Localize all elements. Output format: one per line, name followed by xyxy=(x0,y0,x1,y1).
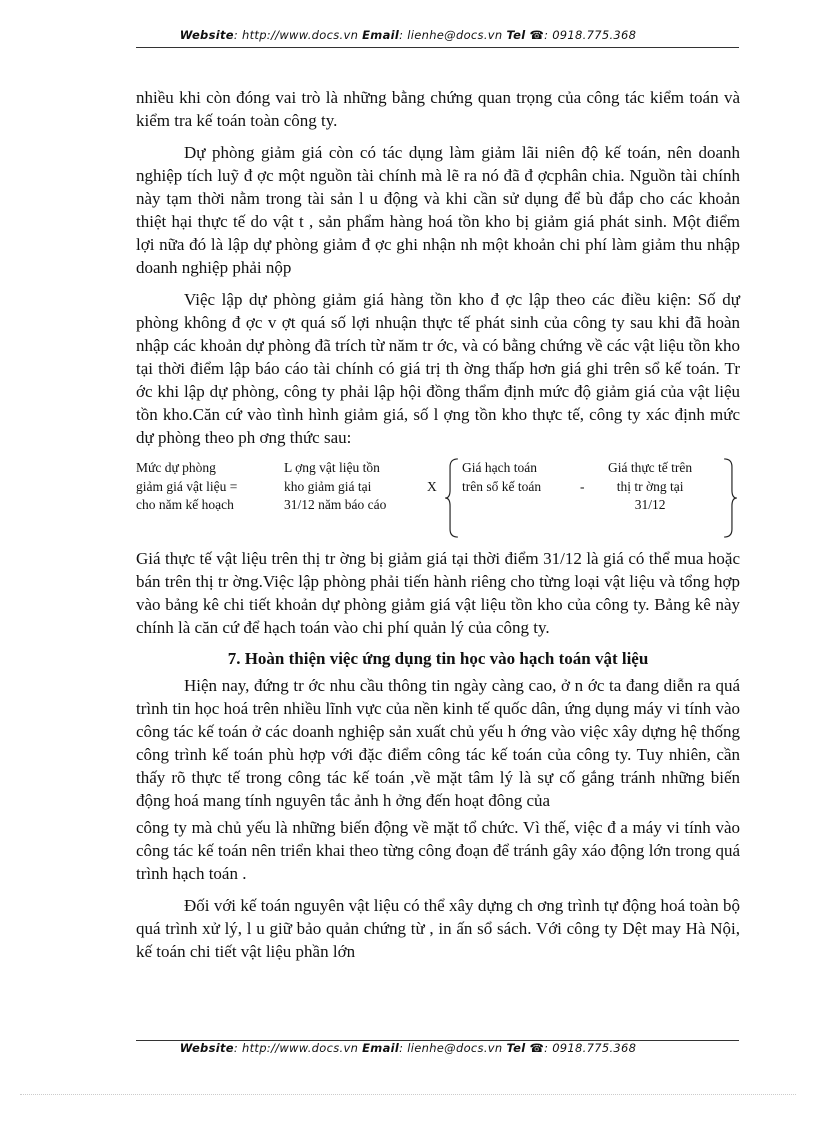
document-body xyxy=(136,86,740,963)
phone-icon: ☎ xyxy=(529,1041,545,1055)
paragraph: Đối với kế toán nguyên vật liệu có thể xây dựng ch ơng trình tự động hoá toàn bộ quá trình xử lý, l u giữ bảo quản chứng từ , in ấn sổ sách. Với công ty Dệt may Hà Nội, kế toán chi tiết vật liệu phần lớn xyxy=(136,896,740,961)
section-heading: 7. Hoàn thiện việc ứng dụng tin học vào hạch toán vật liệu xyxy=(227,649,649,668)
page-edge-divider xyxy=(20,1094,796,1095)
page-header xyxy=(0,28,816,42)
email-label: Email xyxy=(362,28,400,42)
paragraph: công ty mà chủ yếu là những biến động về mặt tổ chức. Vì thế, việc đ a máy vi tính vào công tác kế toán nên triển khai theo từng công đoạn để tránh gây xáo động lớn trong quá trình hạch toán . xyxy=(136,818,740,883)
website-label: Website xyxy=(179,28,234,42)
website-value: : http://www.docs.vn xyxy=(233,28,359,42)
formula-left-term: Mức dự phòng giảm giá vật liệu = cho năm kế hoạch xyxy=(136,460,238,512)
phone-icon: ☎ xyxy=(529,28,545,42)
tel-value: : 0918.775.368 xyxy=(544,1041,637,1055)
tel-label: Tel xyxy=(506,28,526,42)
formula-quantity-term: L ợng vật liệu tồn kho giảm giá tại 31/12 năm báo cáo xyxy=(284,460,387,512)
paragraph: Giá thực tế vật liệu trên thị tr ờng bị giảm giá tại thời điểm 31/12 là giá có thể mua hoặc bán trên thị tr ờng.Việc lập phòng phải tiến hành riêng cho từng loại vật liệu và tổng hợp vào bảng kê chi tiết khoản dự phòng giảm giá vật liệu tồn kho của công ty. Bảng kê này chính là căn cứ để hạch toán vào chi phí quản lý của công ty. xyxy=(136,549,740,637)
email-value: : lienhe@docs.vn xyxy=(399,28,503,42)
formula-book-price-term: Giá hạch toán trên sổ kế toán xyxy=(462,460,542,494)
website-value: : http://www.docs.vn xyxy=(233,1041,359,1055)
paragraph: Việc lập dự phòng giảm giá hàng tồn kho đ ợc lập theo các điều kiện: Số dự phòng không đ ợc v ợt quá số lợi nhuận thực tế phát sinh của công ty sau khi đã hoàn nhập các khoản dự phòng đã trích từ năm tr ớc, và có bằng chứng về các vật liệu tồn kho tại thời điểm lập báo cáo tài chính có giá trị th ờng thấp hơn giá ghi trên sổ kế toán. Tr ớc khi lập dự phòng, công ty phải lập hội đồng thẩm định mức độ giảm giá của vật liệu tồn kho.Căn cứ vào tình hình giảm giá, số l ợng tồn kho thực tế, công ty xác định mức dự phòng theo ph ơng thức sau: xyxy=(136,290,740,447)
left-brace xyxy=(444,457,460,539)
header-rule xyxy=(136,47,739,48)
paragraph: nhiều khi còn đóng vai trò là những bằng chứng quan trọng của công tác kiểm toán và kiểm tra kế toán toàn công ty. xyxy=(136,88,740,130)
formula-times-sign: X xyxy=(427,479,437,494)
right-brace xyxy=(722,457,738,539)
formula-minus-sign: - xyxy=(580,479,585,494)
paragraph: Dự phòng giảm giá còn có tác dụng làm giảm lãi niên độ kế toán, nên doanh nghiệp tích luỹ đ ợc một nguồn tài chính mà lẽ ra nó đã đ ợcphân chia. Nguồn tài chính này tạm thời nằm trong tài sản l u động và khi cần sử dụng để bù đắp cho các khoản thiệt hại thực tế do vật t , sản phẩm hàng hoá tồn kho bị giảm giá phát sinh. Một điểm lợi nữa đó là lập dự phòng giảm đ ợc ghi nhận nh một khoản chi phí làm giảm thu nhập doanh nghiệp phải nộp xyxy=(136,143,740,277)
formula-market-price-term: Giá thực tế trên thị tr ờng tại 31/12 xyxy=(608,460,693,512)
email-value: : lienhe@docs.vn xyxy=(399,1041,503,1055)
paragraph: Hiện nay, đứng tr ớc nhu cầu thông tin ngày càng cao, ở n ớc ta đang diễn ra quá trình tin học hoá trên nhiều lĩnh vực của nền kinh tế quốc dân, ứng dụng máy vi tính vào công tác kế toán ở các doanh nghiệp sản xuất chủ yếu h ớng vào việc xây dựng hệ thống công trình kế toán phù hợp với đặc điểm công tác kế toán của công ty. Tuy nhiên, cần thấy rõ thực tế trong công tác kế toán ,về mặt tâm lý là sự cố gắng tránh những biến động hoá mang tính nguyên tắc ảnh h ởng đến hoạt đông của xyxy=(136,676,740,810)
tel-value: : 0918.775.368 xyxy=(544,28,637,42)
tel-label: Tel xyxy=(506,1041,526,1055)
page-footer xyxy=(0,1041,816,1055)
provision-formula xyxy=(136,457,740,543)
email-label: Email xyxy=(362,1041,400,1055)
website-label: Website xyxy=(179,1041,234,1055)
